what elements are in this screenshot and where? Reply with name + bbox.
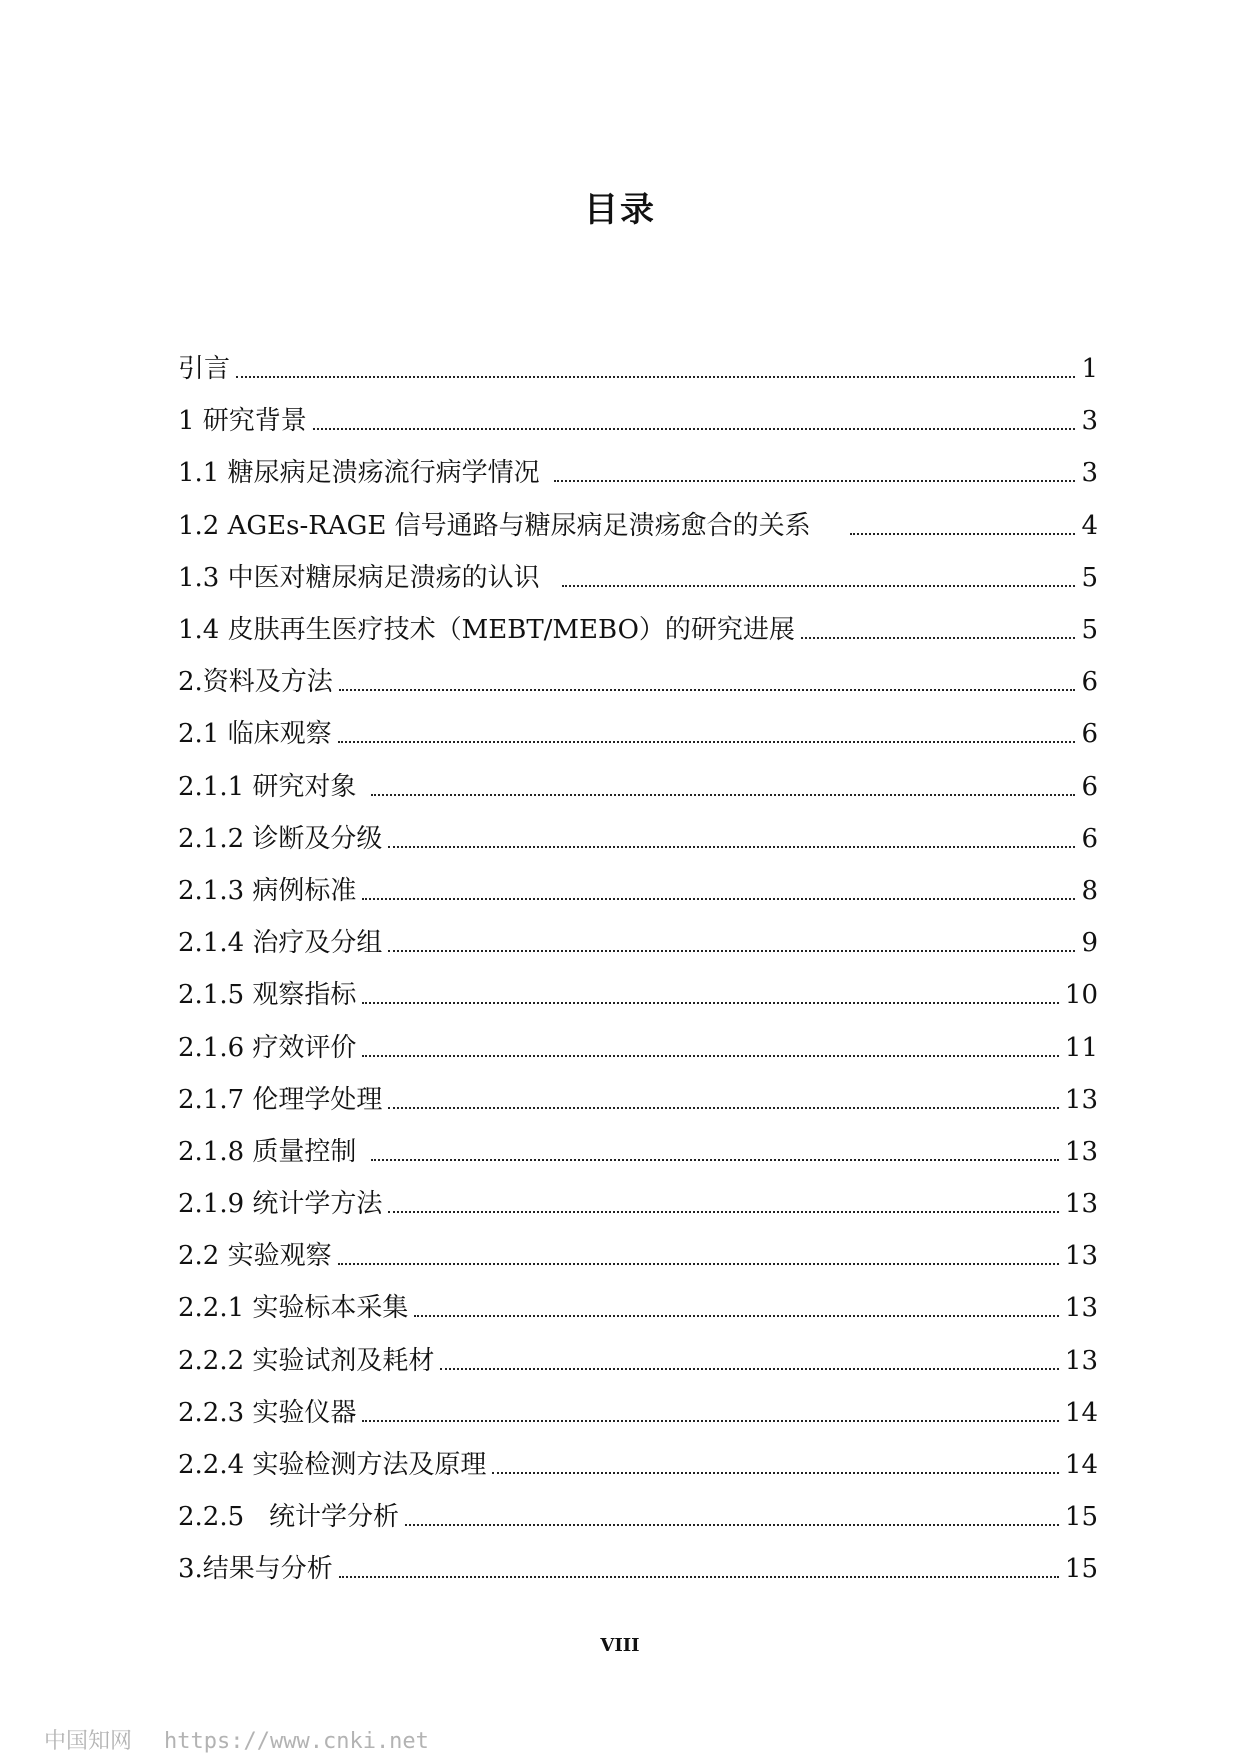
toc-entry[interactable]: [178, 1126, 1098, 1178]
toc-entry[interactable]: [178, 813, 1098, 865]
table-of-contents: [178, 343, 1098, 1596]
toc-entry-label: 1 研究背景: [178, 406, 307, 437]
toc-entry-label: 2.2.2 实验试剂及耗材: [178, 1345, 435, 1376]
toc-dot-leader: [371, 1159, 1059, 1161]
toc-entry-label: 2.2.3 实验仪器: [178, 1397, 357, 1428]
toc-entry-label: 2.2.1 实验标本采集: [178, 1293, 409, 1324]
toc-dot-leader: [338, 1263, 1059, 1265]
toc-entry-label: 2.1.2 诊断及分级: [178, 823, 383, 854]
toc-entry[interactable]: [178, 1074, 1098, 1126]
toc-entry-label: 2.1.3 病例标准: [178, 875, 357, 906]
toc-dot-leader: [388, 846, 1075, 848]
toc-entry-label: 2.2.4 实验检测方法及原理: [178, 1450, 487, 1481]
toc-dot-leader: [362, 1055, 1058, 1057]
toc-entry-label: 2.2 实验观察: [178, 1241, 332, 1272]
page-number: VIII: [600, 1635, 640, 1656]
toc-entry-page: 13: [1064, 1293, 1098, 1324]
toc-entry-label: 2.1.4 治疗及分组: [178, 928, 383, 959]
toc-entry[interactable]: [178, 1387, 1098, 1439]
toc-entry-page: 4: [1081, 510, 1098, 541]
toc-entry[interactable]: [178, 865, 1098, 917]
toc-entry-page: 9: [1081, 928, 1098, 959]
toc-entry[interactable]: [178, 500, 1098, 552]
toc-entry-page: 3: [1081, 458, 1098, 489]
toc-entry[interactable]: [178, 552, 1098, 604]
toc-entry-label: 引言: [178, 354, 231, 385]
toc-entry-label: 2.1.8 质量控制: [178, 1136, 365, 1167]
toc-entry-label: 2.资料及方法: [178, 667, 333, 698]
toc-entry-label: 2.1.5 观察指标: [178, 980, 357, 1011]
toc-entry-label: 2.1.1 研究对象: [178, 771, 365, 802]
watermark: [44, 1724, 461, 1755]
toc-entry-label: 1.2 AGEs-RAGE 信号通路与糖尿病足溃疡愈合的关系: [178, 510, 844, 541]
toc-dot-leader: [362, 1002, 1058, 1004]
toc-entry[interactable]: [178, 343, 1098, 395]
toc-entry[interactable]: [178, 1439, 1098, 1491]
toc-entry-page: 13: [1064, 1136, 1098, 1167]
toc-dot-leader: [236, 376, 1075, 378]
toc-entry-page: 1: [1081, 354, 1098, 385]
toc-entry[interactable]: [178, 969, 1098, 1021]
toc-entry[interactable]: [178, 447, 1098, 499]
toc-dot-leader: [362, 898, 1075, 900]
toc-entry-page: 13: [1064, 1345, 1098, 1376]
toc-entry-label: 2.1 临床观察: [178, 719, 332, 750]
toc-dot-leader: [338, 741, 1076, 743]
toc-entry-page: 5: [1081, 562, 1098, 593]
toc-entry-page: 5: [1081, 615, 1098, 646]
toc-dot-leader: [362, 1420, 1058, 1422]
toc-entry-page: 13: [1064, 1084, 1098, 1115]
toc-entry[interactable]: [178, 1021, 1098, 1073]
toc-dot-leader: [562, 585, 1075, 587]
toc-entry-label: 1.1 糖尿病足溃疡流行病学情况: [178, 458, 548, 489]
toc-entry-page: 8: [1081, 875, 1098, 906]
toc-entry-page: 15: [1064, 1554, 1098, 1585]
toc-entry-label: 2.1.7 伦理学处理: [178, 1084, 383, 1115]
toc-dot-leader: [554, 480, 1076, 482]
toc-entry[interactable]: [178, 1282, 1098, 1334]
toc-entry[interactable]: [178, 1491, 1098, 1543]
toc-dot-leader: [339, 689, 1076, 691]
toc-dot-leader: [801, 637, 1076, 639]
toc-entry[interactable]: [178, 1178, 1098, 1230]
toc-entry-page: 6: [1081, 771, 1098, 802]
toc-entry-label: 2.1.9 统计学方法: [178, 1189, 383, 1220]
toc-dot-leader: [492, 1472, 1058, 1474]
toc-dot-leader: [388, 1211, 1058, 1213]
toc-entry-page: 11: [1064, 1032, 1098, 1063]
toc-entry-page: 15: [1064, 1502, 1098, 1533]
toc-entry-label: 1.4 皮肤再生医疗技术（MEBT/MEBO）的研究进展: [178, 615, 795, 646]
toc-entry[interactable]: [178, 656, 1098, 708]
toc-entry[interactable]: [178, 395, 1098, 447]
toc-dot-leader: [440, 1368, 1058, 1370]
toc-entry-page: 10: [1064, 980, 1098, 1011]
toc-entry[interactable]: [178, 1543, 1098, 1595]
toc-dot-leader: [313, 428, 1076, 430]
toc-entry-page: 13: [1064, 1241, 1098, 1272]
toc-entry-page: 3: [1081, 406, 1098, 437]
toc-dot-leader: [388, 950, 1075, 952]
toc-dot-leader: [371, 794, 1076, 796]
toc-entry[interactable]: [178, 917, 1098, 969]
toc-dot-leader: [850, 533, 1076, 535]
toc-entry-label: 3.结果与分析: [178, 1554, 333, 1585]
toc-dot-leader: [388, 1107, 1058, 1109]
page-title: 目录: [584, 190, 656, 230]
toc-entry-label: 2.2.5 统计学分析: [178, 1502, 399, 1533]
toc-dot-leader: [405, 1524, 1059, 1526]
toc-entry-page: 14: [1064, 1450, 1098, 1481]
toc-dot-leader: [414, 1315, 1058, 1317]
toc-entry[interactable]: [178, 1335, 1098, 1387]
toc-dot-leader: [339, 1576, 1059, 1578]
toc-entry-label: 2.1.6 疗效评价: [178, 1032, 357, 1063]
watermark-site-name: 中国知网: [44, 1729, 133, 1754]
toc-entry-page: 13: [1064, 1189, 1098, 1220]
toc-entry[interactable]: [178, 761, 1098, 813]
toc-entry[interactable]: [178, 604, 1098, 656]
toc-entry[interactable]: [178, 708, 1098, 760]
toc-entry-page: 14: [1064, 1397, 1098, 1428]
toc-entry-page: 6: [1081, 823, 1098, 854]
watermark-url: https://www.cnki.net: [164, 1729, 429, 1754]
toc-entry-page: 6: [1081, 667, 1098, 698]
toc-entry[interactable]: [178, 1230, 1098, 1282]
toc-entry-label: 1.3 中医对糖尿病足溃疡的认识: [178, 562, 557, 593]
toc-entry-page: 6: [1081, 719, 1098, 750]
